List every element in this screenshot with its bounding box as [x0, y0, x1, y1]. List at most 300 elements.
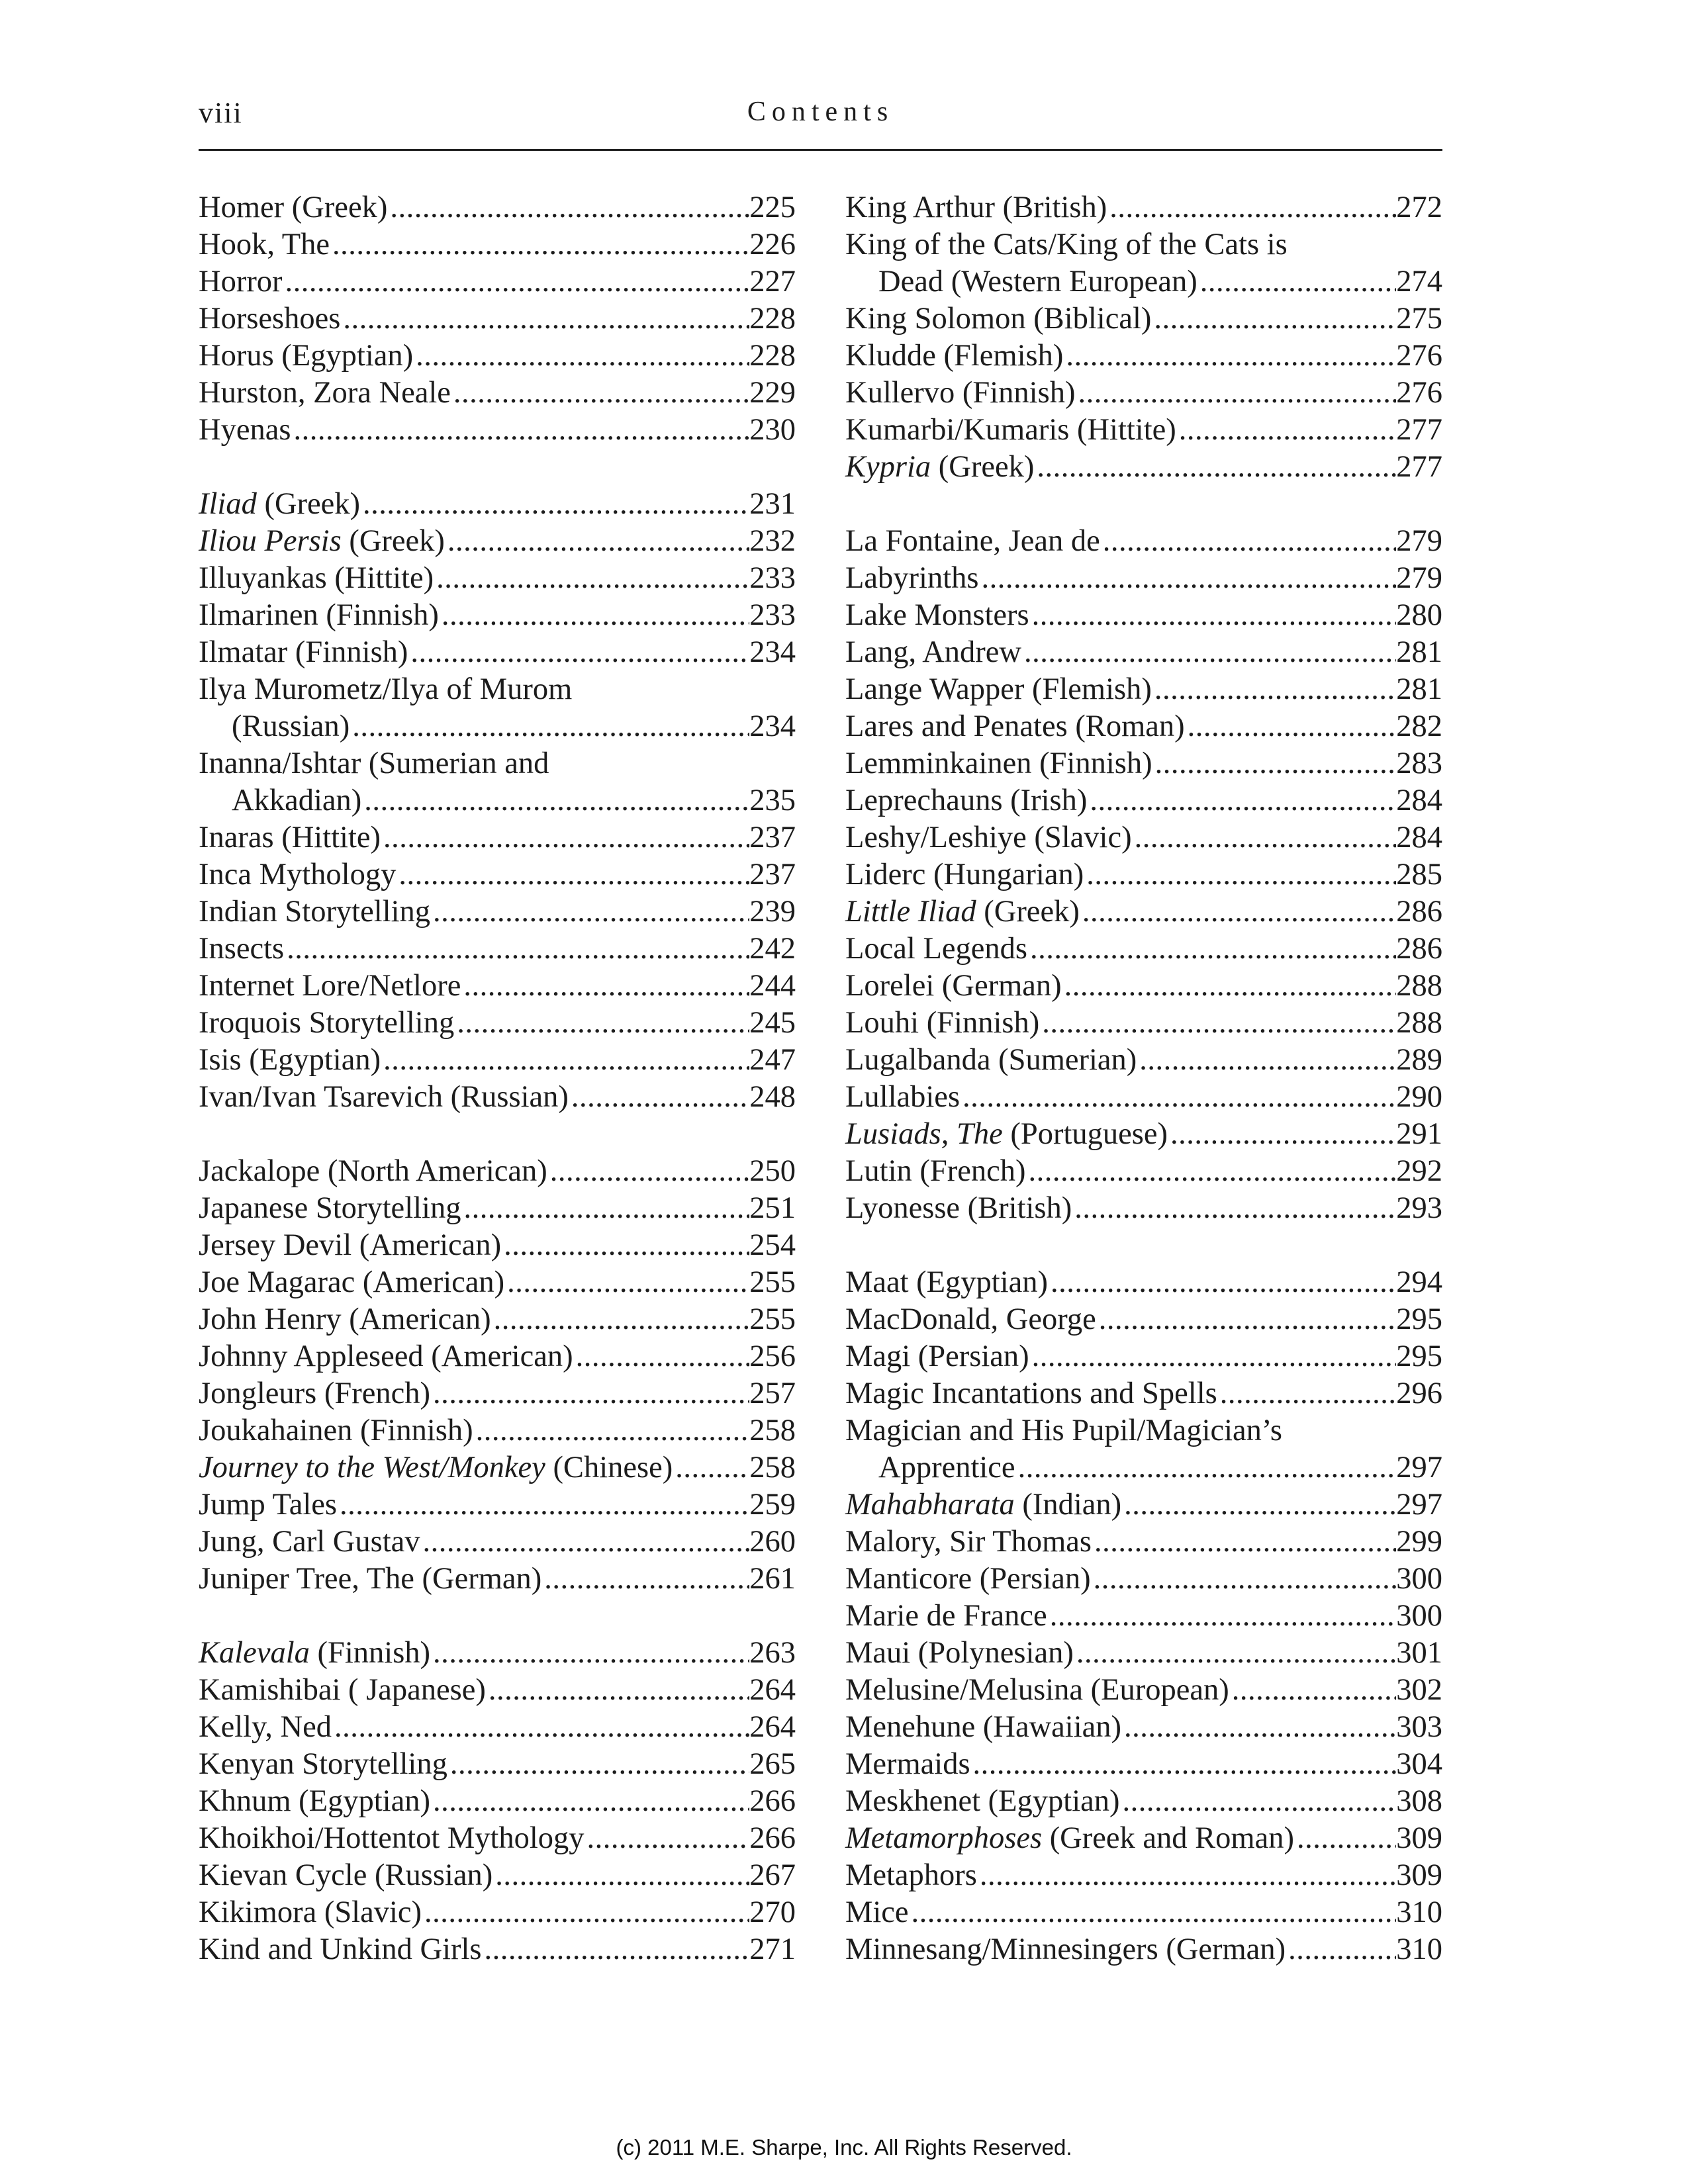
toc-entry-text: Meskhenet (Egyptian) [845, 1784, 1120, 1818]
toc-page-number: 258 [749, 1451, 796, 1484]
toc-entry-text: Jersey Devil (American) [199, 1228, 502, 1262]
toc-entry-title [845, 375, 1075, 412]
toc-page-number: 281 [1396, 672, 1442, 706]
toc-entry-title [845, 1672, 1229, 1709]
toc-entry [199, 1820, 796, 1857]
toc-entry-title [199, 1894, 422, 1931]
dot-leader [1028, 1153, 1396, 1190]
toc-entry-title [199, 1338, 573, 1375]
toc-entry-title [199, 1375, 430, 1412]
toc-page-number: 250 [749, 1154, 796, 1188]
toc-entry-title [199, 931, 284, 968]
toc-entry-title [199, 1635, 430, 1672]
dot-leader [1135, 819, 1397, 856]
toc-entry [845, 856, 1442, 893]
toc-page-number: 264 [749, 1710, 796, 1744]
toc-entry-title [199, 1412, 473, 1449]
toc-entry [199, 412, 796, 449]
toc-page-number: 226 [749, 228, 796, 261]
toc-page-number: 245 [749, 1006, 796, 1040]
toc-page-number: 237 [749, 821, 796, 854]
toc-entry-title [845, 338, 1063, 375]
dot-leader [1094, 1524, 1396, 1561]
toc-entry [199, 1301, 796, 1338]
dot-leader [1094, 1561, 1397, 1598]
dot-leader [433, 1635, 749, 1672]
toc-page-number: 244 [749, 969, 796, 1003]
dot-leader [1232, 1672, 1396, 1709]
toc-page-number: 290 [1396, 1080, 1442, 1114]
toc-page-number: 310 [1396, 1933, 1442, 1966]
toc-entry [845, 1375, 1442, 1412]
toc-entry-text: Horus (Egyptian) [199, 339, 414, 373]
toc-entry [845, 1635, 1442, 1672]
toc-entry-title [199, 300, 340, 338]
toc-entry-title [199, 1153, 547, 1190]
dot-leader [489, 1672, 749, 1709]
toc-entry-text: Ilmatar (Finnish) [199, 635, 408, 669]
toc-page-number: 295 [1396, 1340, 1442, 1373]
toc-entry [199, 523, 796, 560]
toc-entry-title [845, 968, 1062, 1005]
dot-leader [550, 1153, 749, 1190]
toc-entry-title [845, 597, 1029, 634]
toc-entry-text: (Greek) [931, 450, 1035, 484]
dot-leader [364, 782, 749, 819]
toc-entry-text: Jongleurs (French) [199, 1377, 430, 1410]
dot-leader [457, 1005, 749, 1042]
toc-entry-text: Kamishibai ( Japanese) [199, 1673, 486, 1707]
dot-leader [1082, 893, 1396, 931]
toc-entry-text: (Greek) [976, 895, 1080, 929]
toc-page-number: 288 [1396, 969, 1442, 1003]
toc-entry-text: Magic Incantations and Spells [845, 1377, 1217, 1410]
toc-entry-title [845, 708, 1185, 745]
toc-page-number: 234 [749, 635, 796, 669]
toc-entry-text: Malory, Sir Thomas [845, 1525, 1092, 1559]
toc-entry-title [199, 1709, 332, 1746]
toc-page-number: 255 [749, 1302, 796, 1336]
toc-page-number: 285 [1396, 858, 1442, 891]
toc-entry-text: Maui (Polynesian) [845, 1636, 1074, 1670]
dot-leader [1099, 1301, 1396, 1338]
toc-entry [199, 1857, 796, 1894]
toc-page-number: 277 [1396, 450, 1442, 484]
dot-leader [494, 1301, 750, 1338]
toc-page-number: 247 [749, 1043, 796, 1077]
toc-entry-title [845, 931, 1027, 968]
toc-page-number: 251 [749, 1191, 796, 1225]
toc-entry-title [199, 226, 330, 263]
toc-entry [199, 893, 796, 931]
toc-entry-title [845, 1931, 1286, 1968]
toc-entry-title [232, 708, 350, 745]
toc-entry [845, 1449, 1442, 1486]
toc-entry [845, 745, 1442, 782]
toc-entry-text: Melusine/Melusina (European) [845, 1673, 1229, 1707]
toc-entry-title [845, 745, 1152, 782]
toc-entry-text: Minnesang/Minnesingers (German) [845, 1933, 1286, 1966]
toc-entry-text: Menehune (Hawaiian) [845, 1710, 1122, 1744]
dot-leader [285, 263, 750, 300]
dot-leader [1018, 1449, 1397, 1486]
toc-page-number: 300 [1396, 1562, 1442, 1596]
dot-leader [544, 1561, 749, 1598]
toc-entry-italic-title: Kalevala [199, 1636, 310, 1670]
toc-entry-text: Kelly, Ned [199, 1710, 332, 1744]
dot-leader [1200, 263, 1397, 300]
toc-entry-text: Marie de France [845, 1599, 1047, 1633]
toc-entry [199, 1783, 796, 1820]
toc-entry-multiline [845, 1412, 1442, 1486]
toc-entry-title [199, 1672, 486, 1709]
toc-entry [845, 1709, 1442, 1746]
toc-page-number: 231 [749, 487, 796, 521]
toc-entry-first-line: Inanna/Ishtar (Sumerian and [199, 747, 549, 780]
toc-entry-text: Lake Monsters [845, 598, 1029, 632]
toc-entry-title [845, 634, 1021, 671]
toc-page-number: 225 [749, 191, 796, 224]
toc-entry-first-line: Ilya Murometz/Ilya of Murom [199, 672, 573, 706]
toc-entry [199, 1190, 796, 1227]
toc-entry-text: Internet Lore/Netlore [199, 969, 461, 1003]
toc-page-number: 256 [749, 1340, 796, 1373]
dot-leader [981, 560, 1396, 597]
toc-entry-text: Mermaids [845, 1747, 970, 1781]
dot-leader [507, 1264, 749, 1301]
toc-entry-text: Jackalope (North American) [199, 1154, 547, 1188]
dot-leader [1032, 597, 1397, 634]
dot-leader [399, 856, 749, 893]
toc-entry [845, 634, 1442, 671]
toc-page-number: 263 [749, 1636, 796, 1670]
toc-entry-title [199, 486, 360, 523]
toc-entry [845, 263, 1442, 300]
dot-leader [447, 523, 749, 560]
section-gap [845, 1227, 1442, 1264]
toc-entry [199, 1486, 796, 1524]
toc-entry [199, 968, 796, 1005]
toc-entry [199, 1079, 796, 1116]
toc-entry-text: Labyrinths [845, 561, 979, 595]
toc-entry-title [878, 1449, 1015, 1486]
toc-page-number: 276 [1396, 339, 1442, 373]
dot-leader [1220, 1375, 1397, 1412]
toc-entry-text: Lange Wapper (Flemish) [845, 672, 1152, 706]
dot-leader [1155, 745, 1397, 782]
section-gap [845, 486, 1442, 523]
dot-leader [1066, 338, 1396, 375]
toc-entry [199, 856, 796, 893]
toc-entry-title [199, 375, 451, 412]
toc-page-number: 295 [1396, 1302, 1442, 1336]
section-gap [199, 1116, 796, 1153]
toc-entry [845, 1486, 1442, 1524]
toc-entry-text: Horseshoes [199, 302, 341, 336]
dot-leader [450, 1746, 749, 1783]
toc-entry-text: Lullabies [845, 1080, 961, 1114]
toc-entry-text: Lyonesse (British) [845, 1191, 1072, 1225]
toc-entry [199, 1931, 796, 1968]
toc-entry [199, 189, 796, 226]
toc-entry-title [199, 1005, 454, 1042]
toc-entry-title [199, 893, 430, 931]
toc-entry-title [199, 560, 434, 597]
toc-entry-title [199, 634, 408, 671]
toc-page-number: 276 [1396, 376, 1442, 410]
toc-entry-text: Kullervo (Finnish) [845, 376, 1076, 410]
toc-entry [845, 412, 1442, 449]
dot-leader [334, 1709, 749, 1746]
toc-page-number: 227 [749, 265, 796, 298]
toc-entry-text: Horror [199, 265, 283, 298]
toc-page-number: 239 [749, 895, 796, 929]
toc-entry-text: Jump Tales [199, 1488, 338, 1522]
toc-entry-italic-title: Little Iliad [845, 895, 976, 929]
toc-entry-text: Lares and Penates (Roman) [845, 709, 1185, 743]
toc-entry-title [845, 1894, 909, 1931]
dot-leader [962, 1079, 1396, 1116]
toc-page-number: 230 [749, 413, 796, 447]
toc-entry [199, 708, 796, 745]
toc-page-number: 279 [1396, 561, 1442, 595]
toc-entry-text: Isis (Egyptian) [199, 1043, 381, 1077]
toc-entry [199, 375, 796, 412]
toc-page-number: 261 [749, 1562, 796, 1596]
toc-entry-title [199, 1783, 430, 1820]
toc-entry-title [845, 856, 1084, 893]
toc-entry-title [199, 597, 439, 634]
toc-entry-italic-title: Metamorphoses [845, 1821, 1043, 1855]
toc-entry [845, 708, 1442, 745]
toc-entry [845, 931, 1442, 968]
toc-entry-title [845, 671, 1152, 708]
toc-entry [845, 1005, 1442, 1042]
toc-page-number: 280 [1396, 598, 1442, 632]
toc-page-number: 257 [749, 1377, 796, 1410]
toc-entry-first-line: Magician and His Pupil/Magician’s [845, 1414, 1282, 1447]
toc-entry [845, 1746, 1442, 1783]
toc-entry-title [232, 782, 361, 819]
toc-entry [845, 1598, 1442, 1635]
toc-page-number: 242 [749, 932, 796, 966]
toc-entry-title [845, 1301, 1096, 1338]
toc-entry [199, 263, 796, 300]
toc-page-number: 277 [1396, 413, 1442, 447]
toc-entry [199, 1264, 796, 1301]
toc-entry [845, 1338, 1442, 1375]
toc-entry-title [845, 300, 1151, 338]
toc-entry [199, 1561, 796, 1598]
toc-entry-title [845, 1116, 1168, 1153]
toc-entry-text: Manticore (Persian) [845, 1562, 1091, 1596]
toc-entry-text: (Greek) [256, 487, 361, 521]
page-header [199, 96, 1442, 151]
toc-entry-title [199, 1227, 501, 1264]
toc-entry-title [199, 1264, 504, 1301]
dot-leader [495, 1857, 749, 1894]
toc-entry-text: Lutin (French) [845, 1154, 1026, 1188]
toc-entry-title [199, 412, 291, 449]
toc-entry-title [845, 1598, 1047, 1635]
toc-page-number: 228 [749, 339, 796, 373]
dot-leader [912, 1894, 1397, 1931]
toc-page-number: 291 [1396, 1117, 1442, 1151]
toc-page-number: 265 [749, 1747, 796, 1781]
dot-leader [1050, 1598, 1397, 1635]
toc-page-number: 297 [1396, 1451, 1442, 1484]
toc-entry-title [199, 1190, 461, 1227]
toc-entry [199, 1672, 796, 1709]
toc-entry-text: (Russian) [232, 709, 350, 743]
toc-page-number: 304 [1396, 1747, 1442, 1781]
toc-entry [199, 1375, 796, 1412]
toc-page-number: 286 [1396, 895, 1442, 929]
toc-entry-title [845, 1561, 1091, 1598]
section-gap [199, 1598, 796, 1635]
toc-entry-text: (Chinese) [545, 1451, 673, 1484]
toc-page-number: 266 [749, 1784, 796, 1818]
toc-page-number: 286 [1396, 932, 1442, 966]
toc-page-number: 237 [749, 858, 796, 891]
toc-entry-title [878, 263, 1197, 300]
toc-entry-text: Japanese Storytelling [199, 1191, 461, 1225]
toc-entry [199, 1042, 796, 1079]
toc-entry-text: (Greek) [341, 524, 445, 558]
dot-leader [416, 338, 749, 375]
toc-entry [845, 1153, 1442, 1190]
toc-page-number: 293 [1396, 1191, 1442, 1225]
toc-entry [845, 1857, 1442, 1894]
dot-leader [433, 1375, 749, 1412]
toc-entry-title [199, 1301, 491, 1338]
toc-entry [845, 671, 1442, 708]
toc-page-number: 248 [749, 1080, 796, 1114]
toc-entry-text: Mice [845, 1895, 909, 1929]
toc-entry-multiline [199, 671, 796, 745]
toc-entry-title [845, 1857, 977, 1894]
toc-entry-text: Inca Mythology [199, 858, 397, 891]
toc-page-number: 292 [1396, 1154, 1442, 1188]
toc-page-number: 279 [1396, 524, 1442, 558]
toc-entry [845, 1264, 1442, 1301]
toc-entry-title [845, 1338, 1029, 1375]
toc-page-number: 254 [749, 1228, 796, 1262]
toc-page-number: 296 [1396, 1377, 1442, 1410]
toc-entry-title [199, 1561, 541, 1598]
toc-entry-text: Kludde (Flemish) [845, 339, 1064, 373]
toc-entry-text: Joe Magarac (American) [199, 1265, 505, 1299]
toc-entry [199, 560, 796, 597]
toc-entry [845, 968, 1442, 1005]
dot-leader [1024, 634, 1396, 671]
toc-entry [845, 1894, 1442, 1931]
toc-page-number: 274 [1396, 265, 1442, 298]
toc-entry [845, 597, 1442, 634]
toc-page-number: 271 [749, 1933, 796, 1966]
toc-entry [845, 1524, 1442, 1561]
toc-entry-text: Metaphors [845, 1858, 977, 1892]
toc-entry [199, 1709, 796, 1746]
toc-entry-text: Dead (Western European) [878, 265, 1197, 298]
dot-leader [571, 1079, 749, 1116]
toc-entry-text: (Portuguese) [1002, 1117, 1168, 1151]
toc-entry [199, 1894, 796, 1931]
toc-entry-text: Apprentice [878, 1451, 1015, 1484]
toc-entry-text: Akkadian) [232, 784, 362, 817]
dot-leader [1051, 1264, 1396, 1301]
toc-entry-text: Louhi (Finnish) [845, 1006, 1040, 1040]
toc-entry [199, 1746, 796, 1783]
toc-entry [199, 486, 796, 523]
toc-page-number: 303 [1396, 1710, 1442, 1744]
toc-entry [199, 1524, 796, 1561]
toc-entry-title [845, 1524, 1092, 1561]
dot-leader [1170, 1116, 1396, 1153]
toc-entry [845, 1079, 1442, 1116]
dot-leader [410, 634, 749, 671]
toc-page-number: 267 [749, 1858, 796, 1892]
dot-leader [1074, 1190, 1396, 1227]
toc-entry-text: Kikimora (Slavic) [199, 1895, 422, 1929]
dot-leader [352, 708, 749, 745]
toc-entry-text: MacDonald, George [845, 1302, 1096, 1336]
toc-entry-text: Leprechauns (Irish) [845, 784, 1088, 817]
dot-leader [1179, 412, 1396, 449]
dot-leader [1030, 931, 1396, 968]
toc-entry-italic-title: Kypria [845, 450, 931, 484]
toc-entry [199, 597, 796, 634]
toc-page-number: 228 [749, 302, 796, 336]
toc-entry-title [199, 523, 445, 560]
toc-entry-title [199, 968, 461, 1005]
dot-leader [1124, 1486, 1396, 1524]
toc-entry [199, 226, 796, 263]
toc-entry-title [845, 412, 1176, 449]
toc-entry-text: Magi (Persian) [845, 1340, 1029, 1373]
toc-entry-text: Khoikhoi/Hottentot Mythology [199, 1821, 585, 1855]
toc-entry [845, 1116, 1442, 1153]
toc-entry-text: Khnum (Egyptian) [199, 1784, 430, 1818]
toc-entry-title [199, 338, 413, 375]
dot-leader [1042, 1005, 1396, 1042]
toc-page-number: 232 [749, 524, 796, 558]
toc-entry [199, 1153, 796, 1190]
toc-page-number: 281 [1396, 635, 1442, 669]
toc-entry [199, 1005, 796, 1042]
dot-leader [433, 1783, 749, 1820]
dot-leader [293, 412, 749, 449]
dot-leader [1297, 1820, 1396, 1857]
toc-entry-text: Joukahainen (Finnish) [199, 1414, 473, 1447]
toc-entry-title [199, 1449, 673, 1486]
toc-page-number: 233 [749, 561, 796, 595]
dot-leader [980, 1857, 1396, 1894]
toc-page-number: 284 [1396, 821, 1442, 854]
dot-leader [433, 893, 749, 931]
dot-leader [576, 1338, 750, 1375]
toc-entry-italic-title: Iliad [199, 487, 257, 521]
toc-column-right [845, 189, 1442, 1968]
toc-entry-italic-title: Lusiads, The [845, 1117, 1003, 1151]
dot-leader [504, 1227, 749, 1264]
dot-leader [436, 560, 749, 597]
toc-entry-text: Local Legends [845, 932, 1028, 966]
section-gap [199, 449, 796, 486]
toc-entry-title [199, 1079, 569, 1116]
toc-page-number: 308 [1396, 1784, 1442, 1818]
toc-entry [845, 375, 1442, 412]
